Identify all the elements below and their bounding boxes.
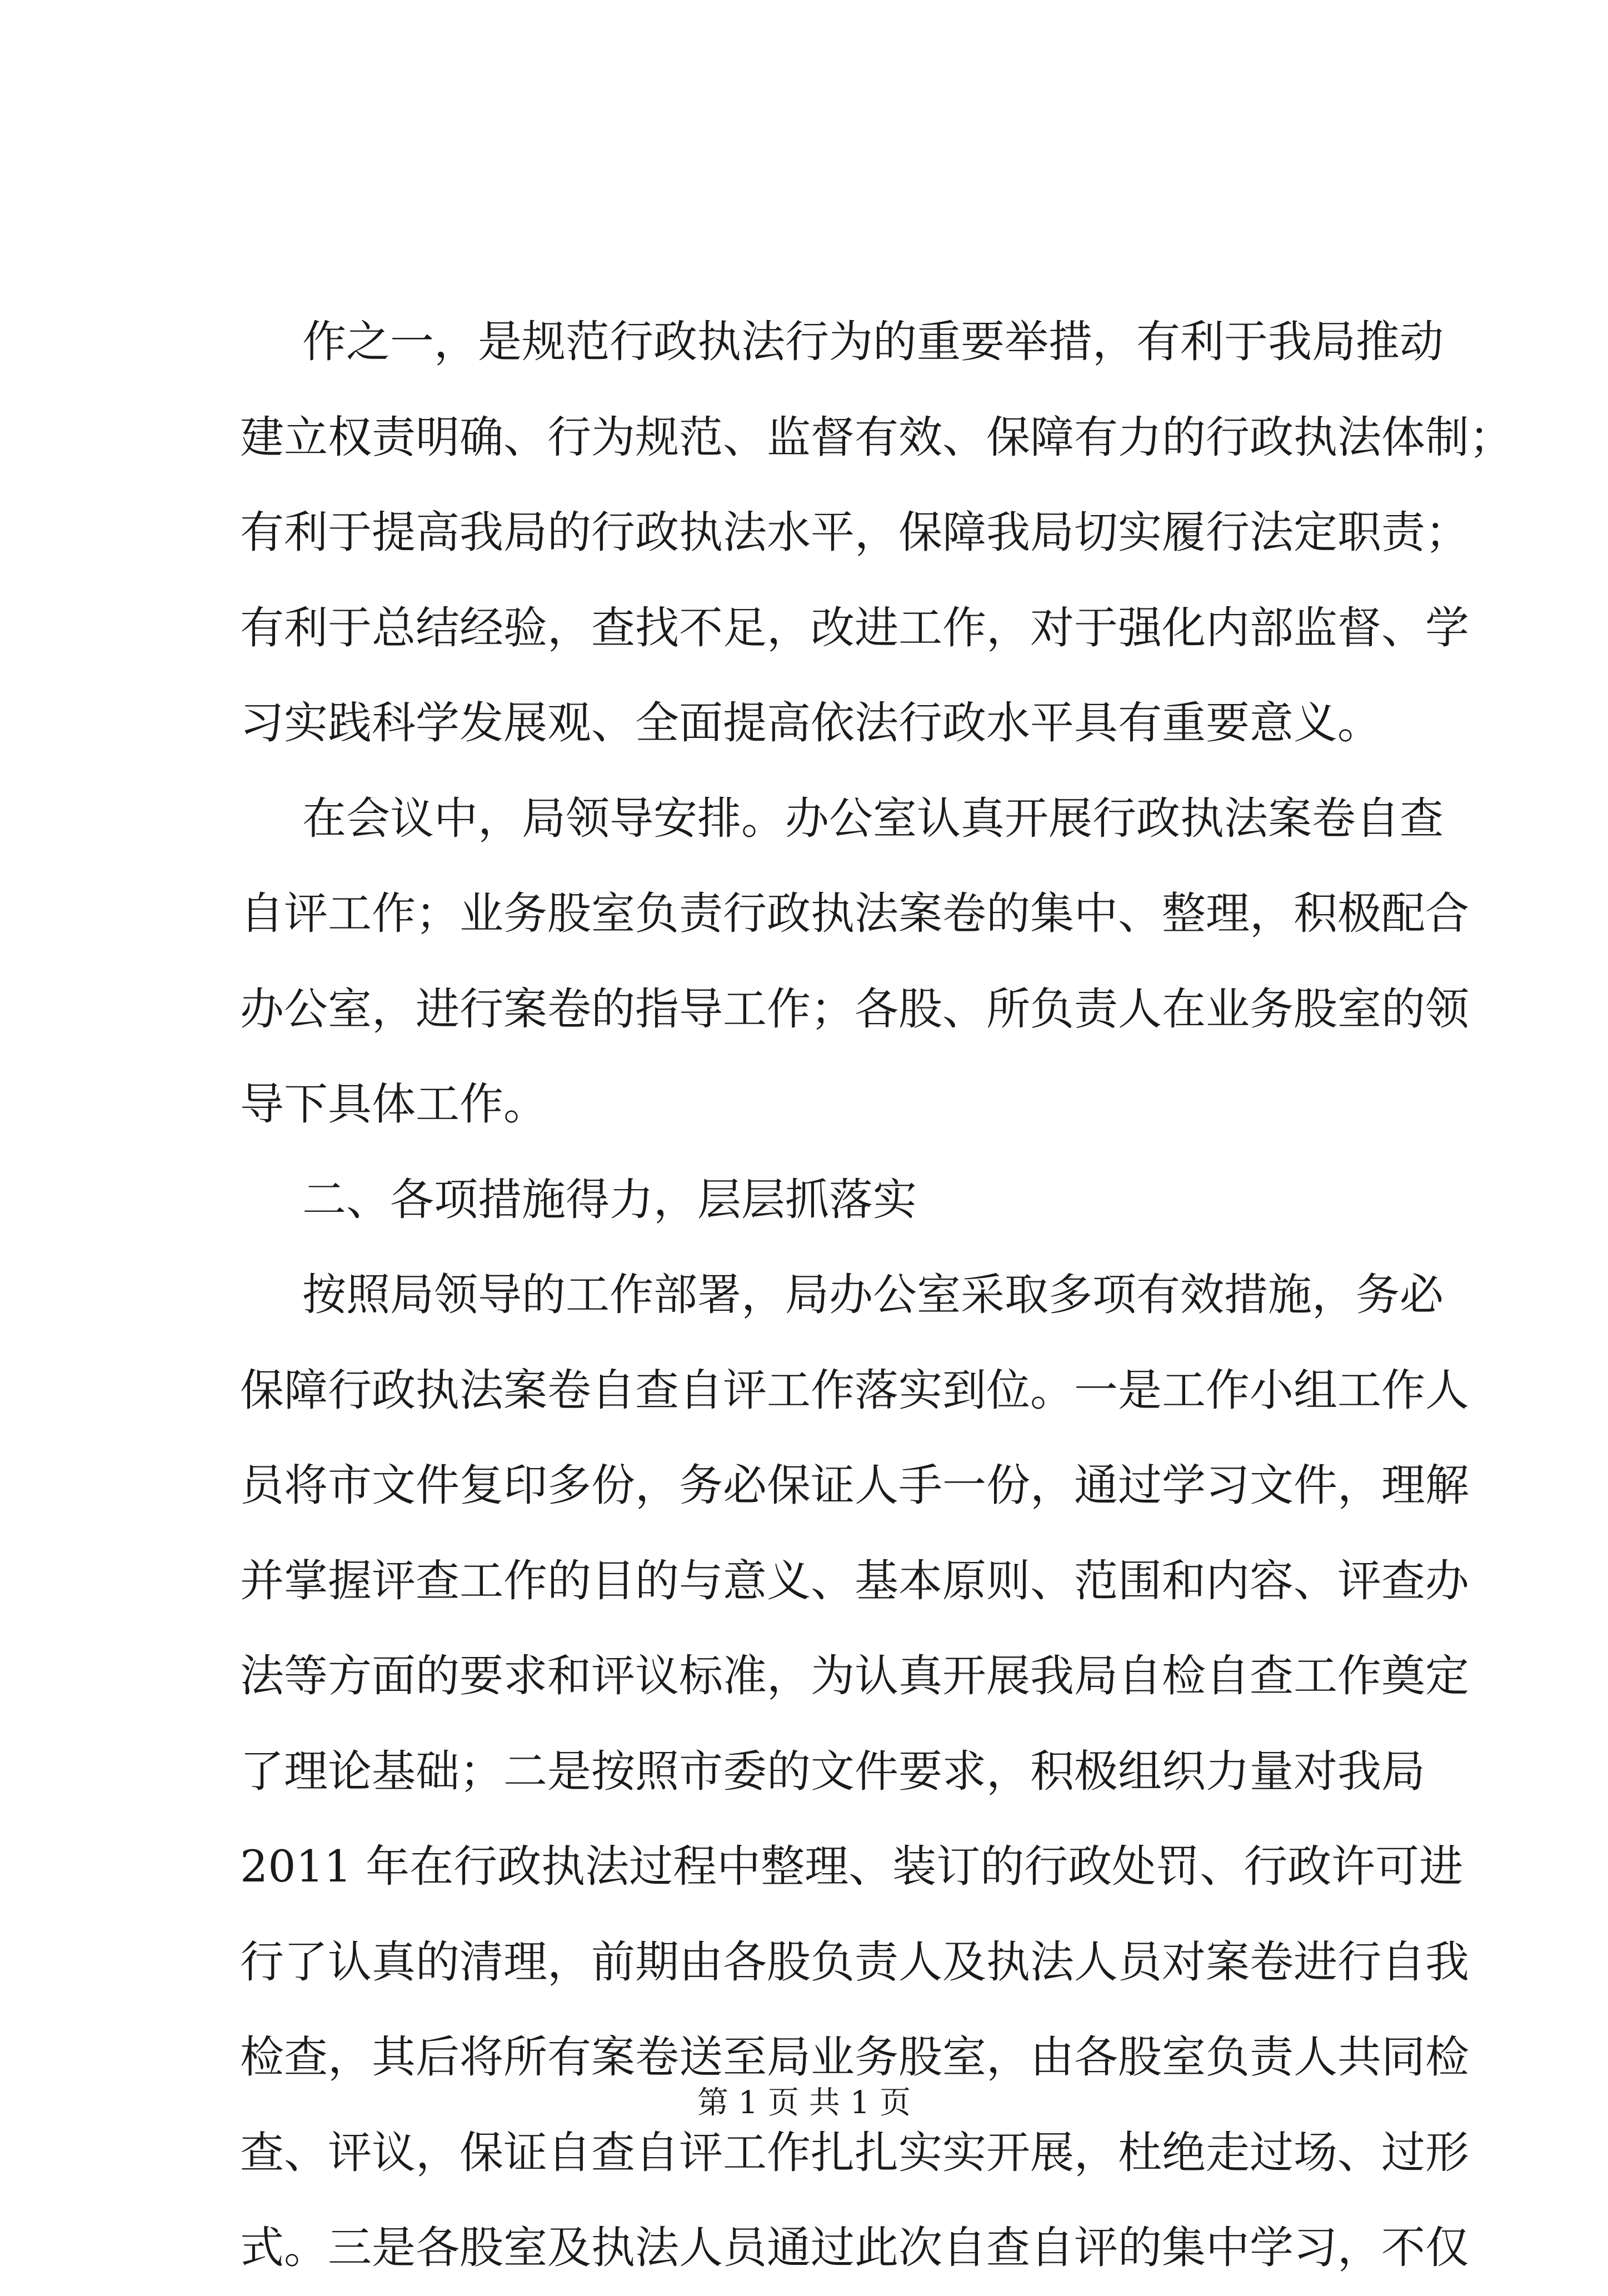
text-line: 保障行政执法案卷自查自评工作落实到位。一是工作小组工作人 [240,1364,1469,1416]
text-line: 法等方面的要求和评议标准，为认真开展我局自检自查工作奠定 [240,1650,1469,1701]
document-body [240,295,1513,2296]
text-line: 员将市文件复印多份，务必保证人手一份，通过学习文件，理解 [240,1460,1469,1511]
text-line: 按照局领导的工作部署，局办公室采取多项有效措施，务必 [302,1269,1444,1320]
text-line: 式。三是各股室及执法人员通过此次自查自评的集中学习，不仅 [240,2222,1469,2273]
text-line: 查、评议，保证自查自评工作扎扎实实开展，杜绝走过场、过形 [240,2127,1469,2178]
text-line: 二、各项措施得力，层层抓落实 [302,1174,917,1225]
text-line: 建立权责明确、行为规范、监督有效、保障有力的行政执法体制； [240,411,1513,463]
text-line: 在会议中，局领导安排。办公室认真开展行政执法案卷自查 [302,792,1444,844]
text-line: 了理论基础；二是按照市委的文件要求，积极组织力量对我局 [240,1745,1425,1797]
text-line: 2011 年在行政执法过程中整理、装订的行政处罚、行政许可进 [240,1841,1464,1892]
text-line: 导下具体工作。 [240,1079,547,1130]
text-line: 并掌握评查工作的目的与意义、基本原则、范围和内容、评查办 [240,1555,1469,1606]
text-line: 习实践科学发展观、全面提高依法行政水平具有重要意义。 [240,697,1381,748]
page-footer: 第 1 页 共 1 页 [697,2085,911,2121]
text-line: 检查，其后将所有案卷送至局业务股室，由各股室负责人共同检 [240,2032,1469,2083]
text-line: 行了认真的清理，前期由各股负责人及执法人员对案卷进行自我 [240,1936,1469,1988]
text-line: 有利于总结经验，查找不足，改进工作，对于强化内部监督、学 [240,602,1469,653]
text-line: 自评工作；业务股室负责行政执法案卷的集中、整理，积极配合 [240,888,1469,939]
text-line: 办公室，进行案卷的指导工作；各股、所负责人在业务股室的领 [240,983,1469,1035]
text-line: 有利于提高我局的行政执法水平，保障我局切实履行法定职责； [240,507,1469,558]
text-line: 作之一，是规范行政执法行为的重要举措，有利于我局推动 [302,316,1444,367]
